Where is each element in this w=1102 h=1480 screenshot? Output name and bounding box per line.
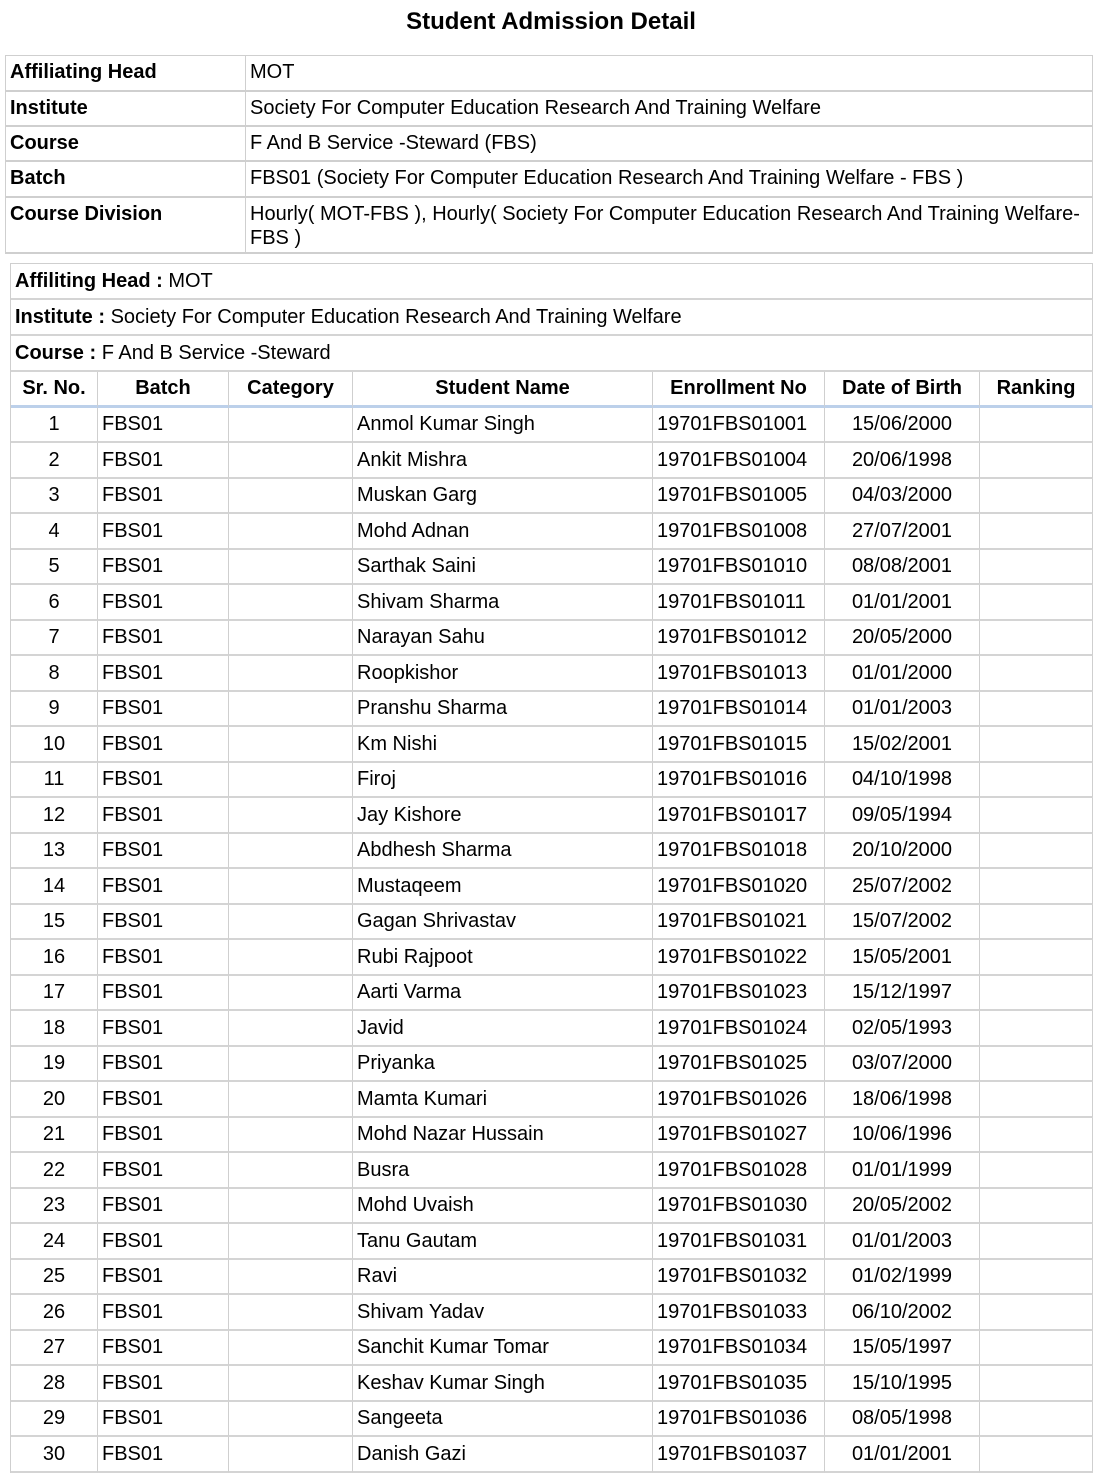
student-name-cell: Keshav Kumar Singh (353, 1366, 653, 1402)
batch-cell: FBS01 (98, 1082, 229, 1118)
category-cell (229, 1437, 353, 1473)
table-row (11, 1437, 1093, 1473)
table-row (11, 1047, 1093, 1083)
group-label: Course : (15, 342, 97, 364)
category-cell (229, 479, 353, 515)
category-cell (229, 514, 353, 550)
batch-cell: FBS01 (98, 479, 229, 515)
student-name-cell: Ravi (353, 1260, 653, 1296)
table-row (11, 443, 1093, 479)
ranking-cell (980, 1153, 1093, 1189)
category-cell (229, 1295, 353, 1331)
column-header-category: Category (229, 372, 353, 408)
enrollment-no-cell: 19701FBS01030 (653, 1189, 825, 1225)
date-of-birth-cell: 27/07/2001 (825, 514, 980, 550)
enrollment-no-cell: 19701FBS01004 (653, 443, 825, 479)
student-name-cell: Javid (353, 1011, 653, 1047)
category-cell (229, 1366, 353, 1402)
category-cell (229, 1402, 353, 1438)
date-of-birth-cell: 15/05/2001 (825, 940, 980, 976)
column-header-enrollment-no: Enrollment No (653, 372, 825, 408)
group-value: F And B Service -Steward (101, 342, 331, 364)
table-row (11, 727, 1093, 763)
batch-cell: FBS01 (98, 408, 229, 444)
ranking-cell (980, 1224, 1093, 1260)
table-row (11, 1082, 1093, 1118)
date-of-birth-cell: 04/03/2000 (825, 479, 980, 515)
column-header-sr-no: Sr. No. (11, 372, 98, 408)
category-cell (229, 1189, 353, 1225)
ranking-cell (980, 1047, 1093, 1083)
date-of-birth-cell: 20/06/1998 (825, 443, 980, 479)
student-name-cell: Pranshu Sharma (353, 692, 653, 728)
enrollment-no-cell: 19701FBS01014 (653, 692, 825, 728)
ranking-cell (980, 550, 1093, 586)
info-label: Batch (6, 162, 246, 198)
enrollment-no-cell: 19701FBS01032 (653, 1260, 825, 1296)
sr-no-cell: 3 (11, 479, 98, 515)
category-cell (229, 550, 353, 586)
sr-no-cell: 22 (11, 1153, 98, 1189)
table-row (11, 763, 1093, 799)
group-value: Society For Computer Education Research And Training Welfare (110, 306, 682, 328)
group-row-affiliating-head (11, 264, 1093, 300)
enrollment-no-cell: 19701FBS01034 (653, 1331, 825, 1367)
date-of-birth-cell: 01/01/2001 (825, 585, 980, 621)
info-label: Institute (6, 92, 246, 127)
ranking-cell (980, 940, 1093, 976)
date-of-birth-cell: 01/01/1999 (825, 1153, 980, 1189)
batch-cell: FBS01 (98, 763, 229, 799)
group-institute (11, 300, 1093, 336)
table-row (11, 656, 1093, 692)
student-name-cell: Muskan Garg (353, 479, 653, 515)
table-row (11, 585, 1093, 621)
student-name-cell: Mamta Kumari (353, 1082, 653, 1118)
table-row (11, 976, 1093, 1012)
ranking-cell (980, 727, 1093, 763)
category-cell (229, 692, 353, 728)
sr-no-cell: 2 (11, 443, 98, 479)
ranking-cell (980, 1011, 1093, 1047)
batch-cell: FBS01 (98, 621, 229, 657)
category-cell (229, 798, 353, 834)
ranking-cell (980, 479, 1093, 515)
ranking-cell (980, 976, 1093, 1012)
category-cell (229, 976, 353, 1012)
enrollment-no-cell: 19701FBS01035 (653, 1366, 825, 1402)
group-value: MOT (168, 270, 213, 292)
table-row (11, 1153, 1093, 1189)
batch-cell: FBS01 (98, 1366, 229, 1402)
category-cell (229, 940, 353, 976)
info-label: Course (6, 127, 246, 162)
date-of-birth-cell: 03/07/2000 (825, 1047, 980, 1083)
date-of-birth-cell: 18/06/1998 (825, 1082, 980, 1118)
student-name-cell: Tanu Gautam (353, 1224, 653, 1260)
enrollment-no-cell: 19701FBS01037 (653, 1437, 825, 1473)
student-name-cell: Mohd Adnan (353, 514, 653, 550)
table-row (11, 1118, 1093, 1154)
sr-no-cell: 19 (11, 1047, 98, 1083)
ranking-cell (980, 905, 1093, 941)
enrollment-no-cell: 19701FBS01025 (653, 1047, 825, 1083)
batch-cell: FBS01 (98, 1118, 229, 1154)
category-cell (229, 1260, 353, 1296)
sr-no-cell: 18 (11, 1011, 98, 1047)
sr-no-cell: 29 (11, 1402, 98, 1438)
ranking-cell (980, 408, 1093, 444)
date-of-birth-cell: 01/01/2003 (825, 1224, 980, 1260)
table-row (11, 798, 1093, 834)
table-row (11, 408, 1093, 444)
student-name-cell: Rubi Rajpoot (353, 940, 653, 976)
enrollment-no-cell: 19701FBS01015 (653, 727, 825, 763)
date-of-birth-cell: 10/06/1996 (825, 1118, 980, 1154)
student-name-cell: Jay Kishore (353, 798, 653, 834)
column-header-row (11, 372, 1093, 408)
batch-cell: FBS01 (98, 656, 229, 692)
category-cell (229, 763, 353, 799)
batch-cell: FBS01 (98, 1047, 229, 1083)
ranking-cell (980, 443, 1093, 479)
group-course (11, 336, 1093, 372)
sr-no-cell: 9 (11, 692, 98, 728)
batch-cell: FBS01 (98, 834, 229, 870)
sr-no-cell: 11 (11, 763, 98, 799)
sr-no-cell: 6 (11, 585, 98, 621)
batch-cell: FBS01 (98, 869, 229, 905)
batch-cell: FBS01 (98, 798, 229, 834)
category-cell (229, 869, 353, 905)
column-header-ranking: Ranking (980, 372, 1093, 408)
enrollment-no-cell: 19701FBS01033 (653, 1295, 825, 1331)
date-of-birth-cell: 01/02/1999 (825, 1260, 980, 1296)
sr-no-cell: 28 (11, 1366, 98, 1402)
student-name-cell: Mohd Nazar Hussain (353, 1118, 653, 1154)
batch-cell: FBS01 (98, 1189, 229, 1225)
ranking-cell (980, 585, 1093, 621)
table-row (11, 834, 1093, 870)
sr-no-cell: 13 (11, 834, 98, 870)
ranking-cell (980, 514, 1093, 550)
category-cell (229, 1047, 353, 1083)
date-of-birth-cell: 20/05/2000 (825, 621, 980, 657)
sr-no-cell: 25 (11, 1260, 98, 1296)
sr-no-cell: 23 (11, 1189, 98, 1225)
table-row (11, 1189, 1093, 1225)
table-row (11, 550, 1093, 586)
table-row (11, 692, 1093, 728)
category-cell (229, 727, 353, 763)
date-of-birth-cell: 02/05/1993 (825, 1011, 980, 1047)
column-header-student-name: Student Name (353, 372, 653, 408)
ranking-cell (980, 692, 1093, 728)
ranking-cell (980, 656, 1093, 692)
date-of-birth-cell: 09/05/1994 (825, 798, 980, 834)
sr-no-cell: 16 (11, 940, 98, 976)
ranking-cell (980, 1437, 1093, 1473)
ranking-cell (980, 763, 1093, 799)
date-of-birth-cell: 04/10/1998 (825, 763, 980, 799)
batch-cell: FBS01 (98, 727, 229, 763)
enrollment-no-cell: 19701FBS01036 (653, 1402, 825, 1438)
student-name-cell: Priyanka (353, 1047, 653, 1083)
date-of-birth-cell: 20/05/2002 (825, 1189, 980, 1225)
date-of-birth-cell: 06/10/2002 (825, 1295, 980, 1331)
sr-no-cell: 30 (11, 1437, 98, 1473)
student-name-cell: Sanchit Kumar Tomar (353, 1331, 653, 1367)
student-name-cell: Sarthak Saini (353, 550, 653, 586)
date-of-birth-cell: 01/01/2001 (825, 1437, 980, 1473)
sr-no-cell: 12 (11, 798, 98, 834)
category-cell (229, 1011, 353, 1047)
info-row-institute (6, 92, 1093, 127)
enrollment-no-cell: 19701FBS01010 (653, 550, 825, 586)
sr-no-cell: 26 (11, 1295, 98, 1331)
info-row-course (6, 127, 1093, 162)
student-name-cell: Km Nishi (353, 727, 653, 763)
enrollment-no-cell: 19701FBS01024 (653, 1011, 825, 1047)
batch-cell: FBS01 (98, 514, 229, 550)
ranking-cell (980, 834, 1093, 870)
info-value: F And B Service -Steward (FBS) (246, 127, 1093, 162)
batch-cell: FBS01 (98, 1153, 229, 1189)
date-of-birth-cell: 20/10/2000 (825, 834, 980, 870)
batch-cell: FBS01 (98, 1437, 229, 1473)
batch-cell: FBS01 (98, 1331, 229, 1367)
sr-no-cell: 15 (11, 905, 98, 941)
enrollment-no-cell: 19701FBS01011 (653, 585, 825, 621)
info-row-batch (6, 162, 1093, 198)
enrollment-no-cell: 19701FBS01012 (653, 621, 825, 657)
student-name-cell: Anmol Kumar Singh (353, 408, 653, 444)
enrollment-no-cell: 19701FBS01013 (653, 656, 825, 692)
category-cell (229, 905, 353, 941)
table-row (11, 1224, 1093, 1260)
student-name-cell: Shivam Yadav (353, 1295, 653, 1331)
table-row (11, 1011, 1093, 1047)
info-label: Affiliating Head (6, 56, 246, 92)
enrollment-no-cell: 19701FBS01016 (653, 763, 825, 799)
ranking-cell (980, 798, 1093, 834)
page-title: Student Admission Detail (406, 8, 696, 35)
ranking-cell (980, 1295, 1093, 1331)
batch-cell: FBS01 (98, 692, 229, 728)
table-row (11, 940, 1093, 976)
group-label: Institute : (15, 306, 105, 328)
sr-no-cell: 27 (11, 1331, 98, 1367)
enrollment-no-cell: 19701FBS01021 (653, 905, 825, 941)
category-cell (229, 443, 353, 479)
student-name-cell: Busra (353, 1153, 653, 1189)
column-header-batch: Batch (98, 372, 229, 408)
enrollment-no-cell: 19701FBS01028 (653, 1153, 825, 1189)
sr-no-cell: 10 (11, 727, 98, 763)
student-name-cell: Roopkishor (353, 656, 653, 692)
ranking-cell (980, 1260, 1093, 1296)
group-affiliating-head (11, 264, 1093, 300)
date-of-birth-cell: 25/07/2002 (825, 869, 980, 905)
category-cell (229, 1118, 353, 1154)
ranking-cell (980, 869, 1093, 905)
date-of-birth-cell: 15/07/2002 (825, 905, 980, 941)
batch-cell: FBS01 (98, 905, 229, 941)
sr-no-cell: 21 (11, 1118, 98, 1154)
student-name-cell: Shivam Sharma (353, 585, 653, 621)
student-list-table (10, 263, 1093, 1473)
enrollment-no-cell: 19701FBS01018 (653, 834, 825, 870)
category-cell (229, 1153, 353, 1189)
student-name-cell: Aarti Varma (353, 976, 653, 1012)
batch-cell: FBS01 (98, 940, 229, 976)
category-cell (229, 1331, 353, 1367)
ranking-cell (980, 1331, 1093, 1367)
batch-cell: FBS01 (98, 1402, 229, 1438)
enrollment-no-cell: 19701FBS01022 (653, 940, 825, 976)
student-name-cell: Mohd Uvaish (353, 1189, 653, 1225)
enrollment-no-cell: 19701FBS01020 (653, 869, 825, 905)
date-of-birth-cell: 15/12/1997 (825, 976, 980, 1012)
sr-no-cell: 4 (11, 514, 98, 550)
sr-no-cell: 24 (11, 1224, 98, 1260)
ranking-cell (980, 1189, 1093, 1225)
table-row (11, 1331, 1093, 1367)
category-cell (229, 585, 353, 621)
date-of-birth-cell: 08/05/1998 (825, 1402, 980, 1438)
batch-cell: FBS01 (98, 1295, 229, 1331)
table-row (11, 514, 1093, 550)
student-name-cell: Gagan Shrivastav (353, 905, 653, 941)
category-cell (229, 1224, 353, 1260)
sr-no-cell: 7 (11, 621, 98, 657)
student-name-cell: Mustaqeem (353, 869, 653, 905)
category-cell (229, 1082, 353, 1118)
category-cell (229, 834, 353, 870)
table-row (11, 1260, 1093, 1296)
batch-cell: FBS01 (98, 1011, 229, 1047)
sr-no-cell: 14 (11, 869, 98, 905)
date-of-birth-cell: 01/01/2000 (825, 656, 980, 692)
info-value: MOT (246, 56, 1093, 92)
date-of-birth-cell: 15/02/2001 (825, 727, 980, 763)
date-of-birth-cell: 15/05/1997 (825, 1331, 980, 1367)
table-row (11, 905, 1093, 941)
ranking-cell (980, 621, 1093, 657)
info-value: Hourly( MOT-FBS ), Hourly( Society For Computer Education Research And Training Welfare-FBS ) (246, 198, 1093, 254)
enrollment-no-cell: 19701FBS01017 (653, 798, 825, 834)
date-of-birth-cell: 15/06/2000 (825, 408, 980, 444)
table-row (11, 479, 1093, 515)
student-name-cell: Firoj (353, 763, 653, 799)
enrollment-no-cell: 19701FBS01027 (653, 1118, 825, 1154)
sr-no-cell: 1 (11, 408, 98, 444)
table-row (11, 869, 1093, 905)
table-row (11, 1402, 1093, 1438)
sr-no-cell: 17 (11, 976, 98, 1012)
batch-cell: FBS01 (98, 550, 229, 586)
sr-no-cell: 5 (11, 550, 98, 586)
student-name-cell: Sangeeta (353, 1402, 653, 1438)
info-row-affiliating-head (6, 56, 1093, 92)
date-of-birth-cell: 08/08/2001 (825, 550, 980, 586)
enrollment-no-cell: 19701FBS01001 (653, 408, 825, 444)
column-header-date-of-birth: Date of Birth (825, 372, 980, 408)
table-row (11, 1295, 1093, 1331)
batch-cell: FBS01 (98, 585, 229, 621)
student-name-cell: Abdhesh Sharma (353, 834, 653, 870)
table-row (11, 621, 1093, 657)
admission-info-table (5, 55, 1093, 254)
group-row-institute (11, 300, 1093, 336)
enrollment-no-cell: 19701FBS01005 (653, 479, 825, 515)
date-of-birth-cell: 01/01/2003 (825, 692, 980, 728)
enrollment-no-cell: 19701FBS01031 (653, 1224, 825, 1260)
ranking-cell (980, 1402, 1093, 1438)
sr-no-cell: 8 (11, 656, 98, 692)
info-value: FBS01 (Society For Computer Education Research And Training Welfare - FBS ) (246, 162, 1093, 198)
student-name-cell: Danish Gazi (353, 1437, 653, 1473)
group-row-course (11, 336, 1093, 372)
student-rows (11, 408, 1093, 1473)
category-cell (229, 621, 353, 657)
enrollment-no-cell: 19701FBS01008 (653, 514, 825, 550)
student-name-cell: Ankit Mishra (353, 443, 653, 479)
batch-cell: FBS01 (98, 1224, 229, 1260)
ranking-cell (980, 1118, 1093, 1154)
group-label: Affiliting Head : (15, 270, 163, 292)
info-row-course-division (6, 198, 1093, 254)
batch-cell: FBS01 (98, 976, 229, 1012)
ranking-cell (980, 1082, 1093, 1118)
category-cell (229, 408, 353, 444)
sr-no-cell: 20 (11, 1082, 98, 1118)
student-name-cell: Narayan Sahu (353, 621, 653, 657)
enrollment-no-cell: 19701FBS01026 (653, 1082, 825, 1118)
info-label: Course Division (6, 198, 246, 254)
table-row (11, 1366, 1093, 1402)
date-of-birth-cell: 15/10/1995 (825, 1366, 980, 1402)
category-cell (229, 656, 353, 692)
batch-cell: FBS01 (98, 1260, 229, 1296)
enrollment-no-cell: 19701FBS01023 (653, 976, 825, 1012)
info-value: Society For Computer Education Research And Training Welfare (246, 92, 1093, 127)
batch-cell: FBS01 (98, 443, 229, 479)
ranking-cell (980, 1366, 1093, 1402)
